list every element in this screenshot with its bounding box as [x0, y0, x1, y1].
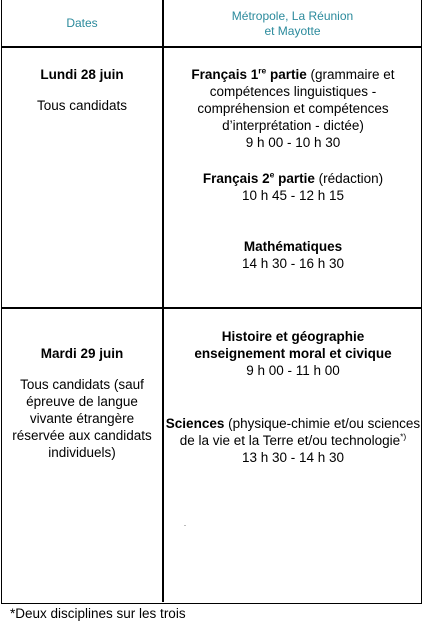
exam-time: 9 h 00 - 10 h 30 — [245, 135, 341, 150]
exam-time: 10 h 45 - 12 h 15 — [241, 188, 345, 203]
exam-sciences — [165, 415, 421, 466]
schedule-cell-tuesday — [165, 0, 421, 602]
exam-time: 14 h 30 - 16 h 30 — [241, 256, 345, 271]
candidates-note-monday: Tous candidats — [36, 98, 128, 113]
exam-title: Français 2 — [202, 171, 270, 186]
header-region-line1: Métropole, La Réunion — [231, 8, 354, 23]
exam-desc-sup: *) — [400, 431, 407, 442]
exam-desc: (physique-chimie et/ou sciences de la vie et la Terre et/ou technologie — [179, 416, 421, 448]
stray-dot — [184, 525, 186, 526]
candidates-note-tuesday: Tous candidats (sauf épreuve de langue vivante étrangère réservée aux candidats individuels) — [12, 377, 152, 460]
footnote: *Deux disciplines sur les trois — [10, 606, 186, 621]
date-cell-monday — [2, 66, 162, 114]
exam-title: Français 1 — [191, 67, 259, 82]
exam-title: Histoire et géographie enseignement moral et civique — [194, 329, 392, 361]
header-dates — [2, 0, 162, 47]
exam-title: Mathématiques — [243, 239, 343, 254]
exam-title-end: partie — [266, 67, 307, 82]
date-cell-tuesday — [2, 345, 162, 461]
exam-title-end: partie — [274, 171, 315, 186]
exam-title: Sciences — [165, 416, 225, 431]
exam-desc: (grammaire et compétences linguistiques - compréhension et compétences d’interprétation - dictée) — [197, 67, 395, 133]
exam-title-sup: re — [258, 65, 267, 76]
exam-title-sup: e — [269, 169, 275, 180]
header-dates-label: Dates — [66, 16, 98, 30]
exam-histoire-geographie — [165, 328, 421, 379]
header-region-line2: et Mayotte — [264, 23, 321, 38]
exam-schedule-table — [1, 0, 422, 604]
exam-time: 13 h 30 - 14 h 30 — [241, 450, 345, 465]
date-tuesday: Mardi 29 juin — [40, 346, 124, 361]
exam-time: 9 h 00 - 11 h 00 — [246, 363, 340, 378]
exam-desc: (rédaction) — [314, 171, 384, 186]
date-monday: Lundi 28 juin — [40, 67, 124, 82]
column-divider — [162, 0, 164, 602]
